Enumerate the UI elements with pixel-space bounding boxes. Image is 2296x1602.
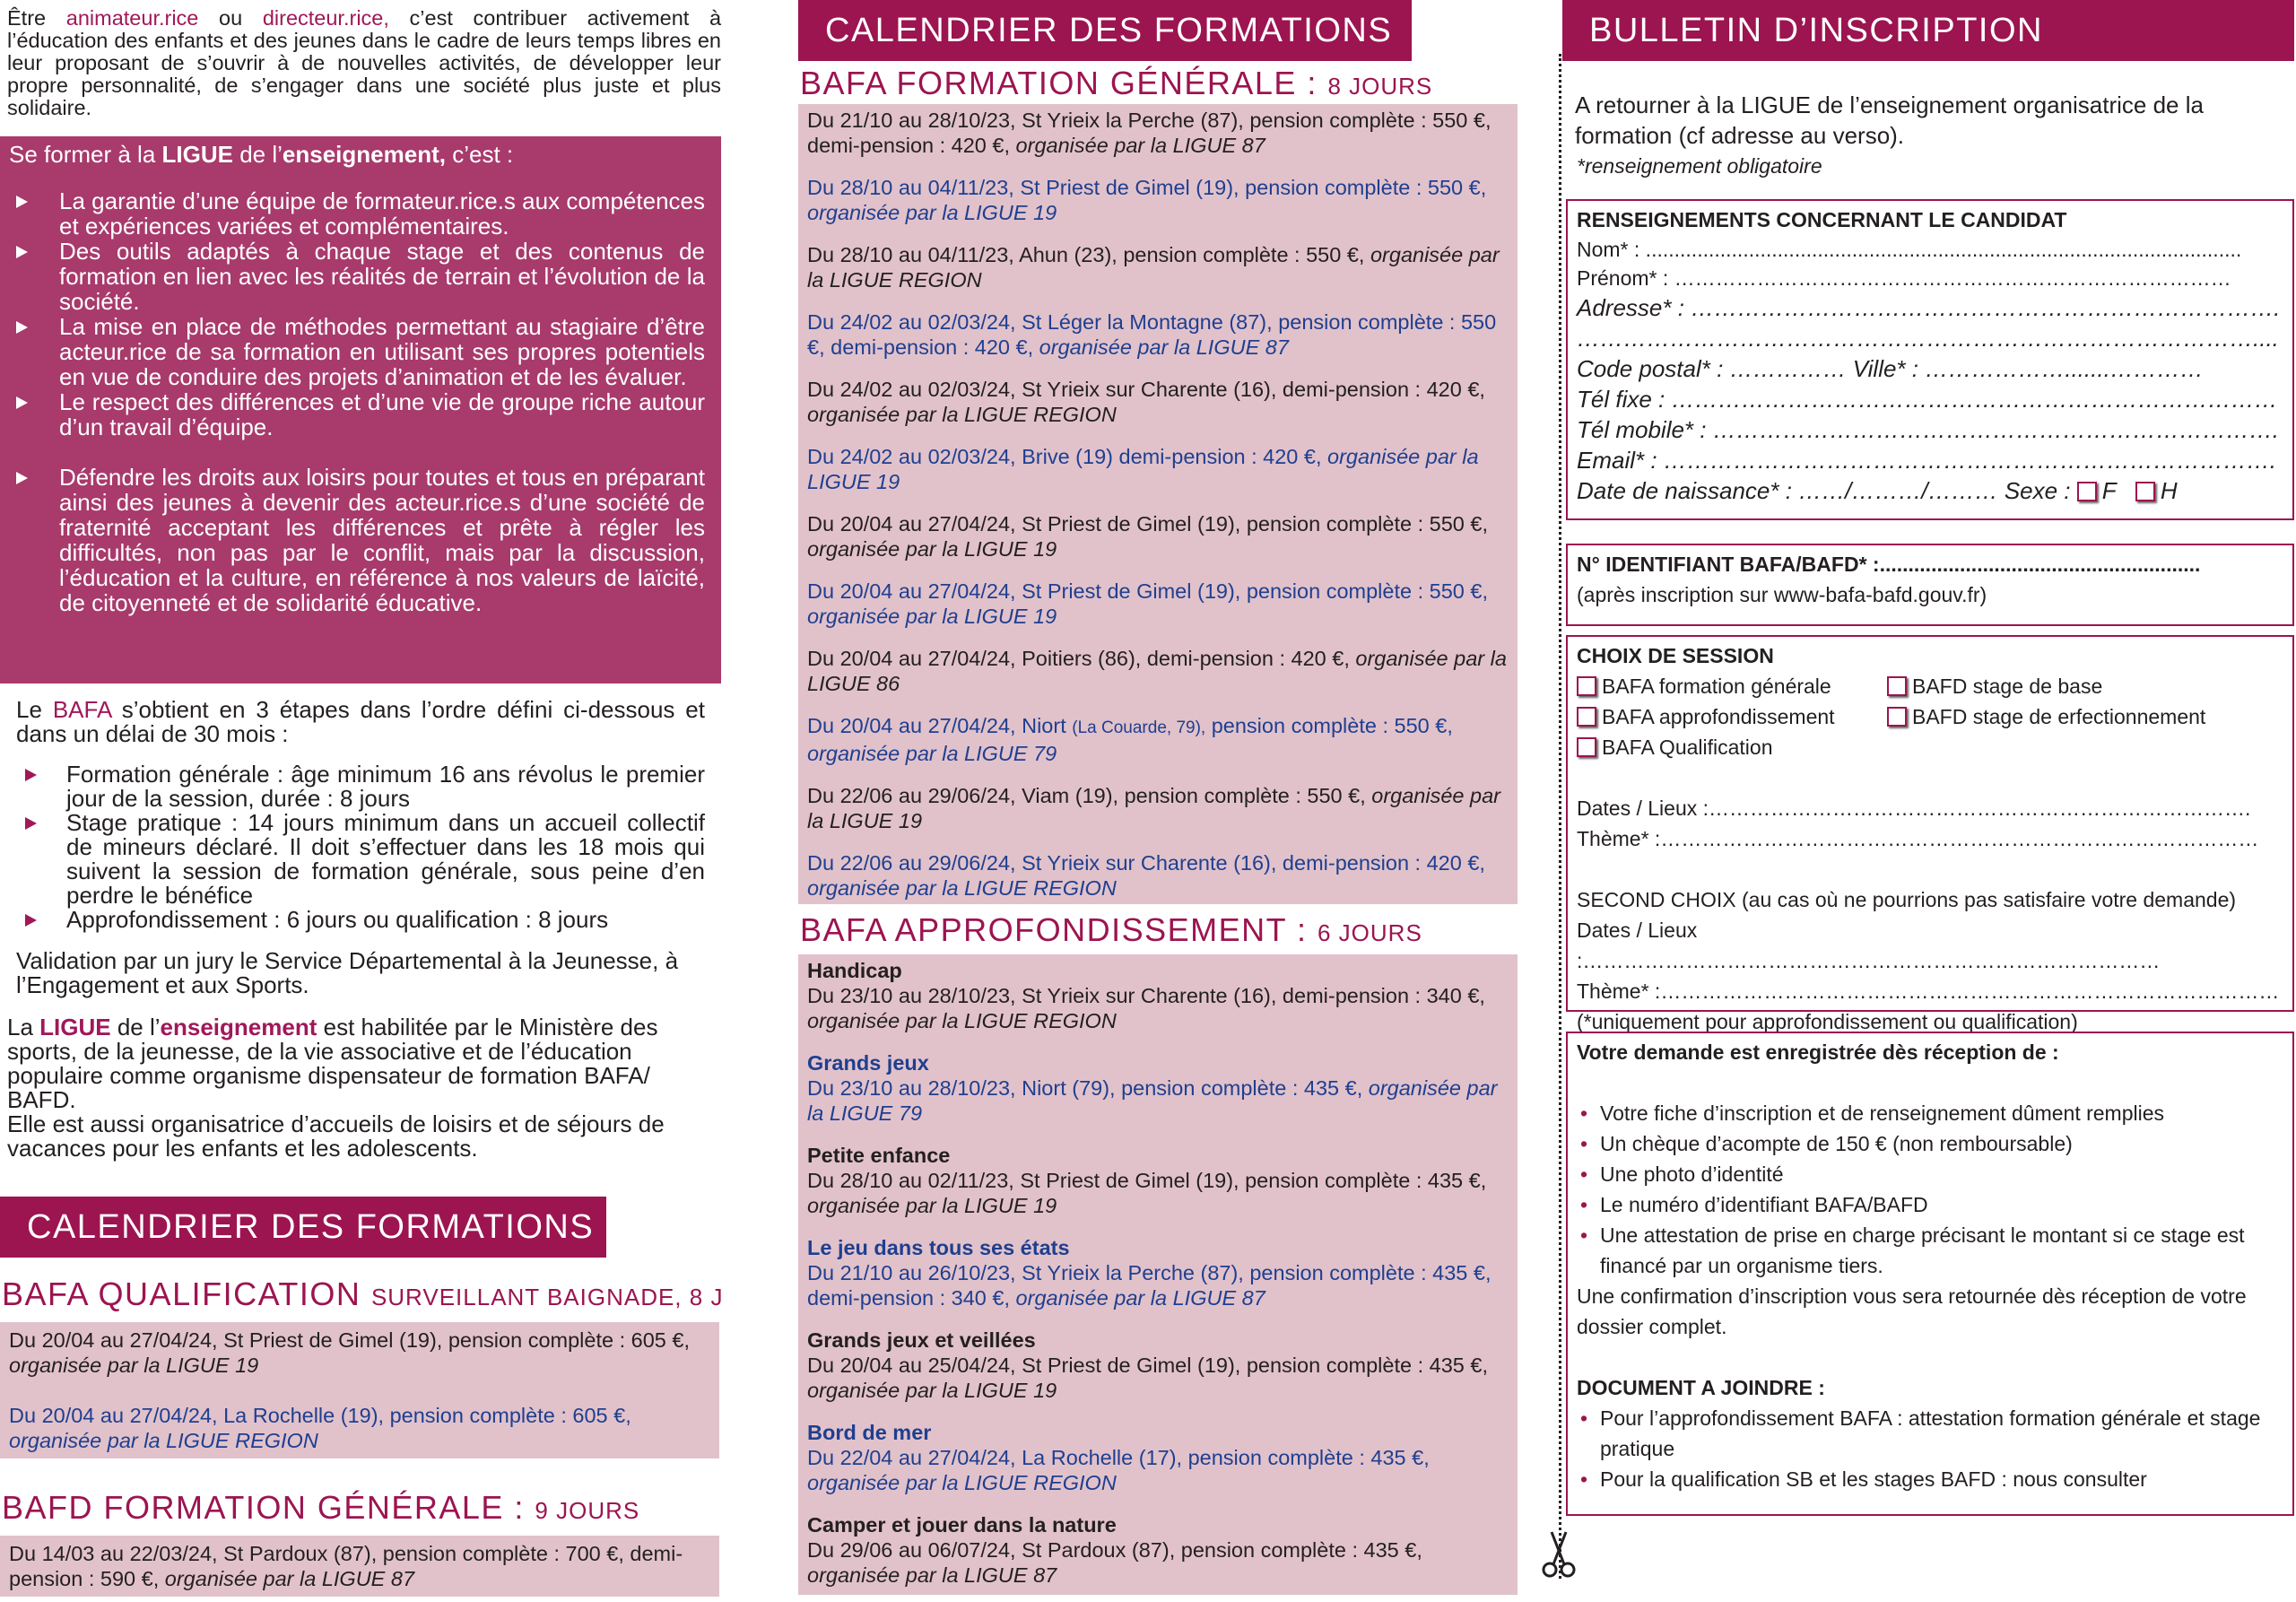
document-item: • Pour la qualification SB et les stages BAFD : nous consulter <box>1580 1467 2147 1491</box>
session-entry: Bord de mer Du 22/04 au 27/04/24, La Rochelle (17), pension complète : 435 €, organisée par la LIGUE REGION <box>807 1421 1430 1494</box>
checkbox-icon[interactable] <box>2077 482 2097 501</box>
bafa-step: Stage pratique : 14 jours minimum dans un accueil collectif de mineurs déclaré. Il doit s’effectuer dans les 18 mois qui suivent la session de formation générale, sous peine d’en perdre le bénéfice <box>16 811 705 908</box>
session-entry: Du 20/04 au 27/04/24, St Priest de Gimel (19), pension complète : 550 €, organisée par la LIGUE 19 <box>807 512 1488 561</box>
session-entry: Du 28/10 au 04/11/23, St Priest de Gimel (19), pension complète : 550 €, organisée par la LIGUE 19 <box>807 176 1487 224</box>
session-entry: Camper et jouer dans la nature Du 29/06 au 06/07/24, St Pardoux (87), pension complète : 435 €, organisée par la LIGUE 87 <box>807 1513 1422 1587</box>
cut-line <box>1559 54 1561 1579</box>
session-entry: Du 20/04 au 27/04/24, St Priest de Gimel (19), pension complète : 605 €, organisée par la LIGUE 19 <box>9 1328 690 1377</box>
checkbox-icon[interactable] <box>1887 707 1907 727</box>
option-bafa-generale[interactable]: BAFA formation générale <box>1577 671 1887 701</box>
bafd-title: BAFD FORMATION GÉNÉRALE : 9 JOURS <box>2 1489 640 1526</box>
benefit-item: Des outils adaptés à chaque stage et des contenus de formation en lien avec les réalités de terrain et l’évolution de la société. <box>9 239 705 314</box>
session-title: CHOIX DE SESSION <box>1577 644 1774 667</box>
requirement-item: • Une photo d’identité <box>1580 1162 1784 1186</box>
session-entry: Du 24/02 au 02/03/24, St Léger la Montagne (87), pension complète : 550 €, demi-pension : 420 €, organisée par la LIGUE 87 <box>807 310 1497 359</box>
field-adresse[interactable]: Adresse* : …………………………………………………………………. <box>1577 294 2281 321</box>
bulletin-intro: A retourner à la LIGUE de l’enseignement organisatrice de la formation (cf adresse au verso). <box>1575 91 2204 149</box>
field-theme[interactable]: Thème* :…………………………………………………………………………… <box>1577 827 2259 850</box>
general-title: BAFA FORMATION GÉNÉRALE : 8 JOURS <box>800 65 1433 101</box>
field-email[interactable]: Email* : ……………………………………………………………………. <box>1577 447 2277 474</box>
bafa-step: Approfondissement : 6 jours ou qualification : 8 jours <box>16 908 705 932</box>
identifiant-note: (après inscription sur www-bafa-bafd.gouv.fr) <box>1577 583 1987 606</box>
validation-text: Validation par un jury le Service Départemental à la Jeunesse, à l’Engagement et aux Sports. <box>16 947 679 998</box>
session-entry: Du 22/06 au 29/06/24, St Yrieix sur Charente (16), demi-pension : 420 €, organisée par la LIGUE REGION <box>807 851 1485 900</box>
scissors-icon <box>1541 1528 1577 1579</box>
requirement-item: • Votre fiche d’inscription et de renseignement dûment remplies <box>1580 1101 2165 1125</box>
field-tel-fixe[interactable]: Tél fixe : …………………………………………………………………… <box>1577 386 2278 413</box>
second-choice-label: SECOND CHOIX (au cas où ne pourrions pas satisfaire votre demande) <box>1577 888 2237 911</box>
option-bafa-appro[interactable]: BAFA approfondissement <box>1577 701 1887 732</box>
requirement-item: • Une attestation de prise en charge précisant le montant si ce stage est financé par un organisme tiers. <box>1580 1223 2245 1277</box>
checkbox-icon[interactable] <box>1577 707 1596 727</box>
general-box <box>798 104 1518 904</box>
session-entry: Du 22/06 au 29/06/24, Viam (19), pension complète : 550 €, organisée par la LIGUE 19 <box>807 784 1500 832</box>
checkbox-icon[interactable] <box>2135 482 2155 501</box>
option-bafa-qualif[interactable]: BAFA Qualification <box>1577 732 1887 762</box>
session-entry: Grands jeux Du 23/10 au 28/10/23, Niort (79), pension complète : 435 €, organisée par la LIGUE 79 <box>807 1051 1498 1125</box>
bafd-box <box>0 1536 719 1597</box>
calendar-header-middle: CALENDRIER DES FORMATIONS <box>798 0 1412 61</box>
bafa-steps <box>16 698 705 932</box>
session-entry: Du 20/04 au 27/04/24, Poitiers (86), demi-pension : 420 €, organisée par la LIGUE 86 <box>807 647 1507 695</box>
benefits-lead: Se former à la LIGUE de l’enseignement, c’est : <box>9 141 514 168</box>
benefit-item: La mise en place de méthodes permettant au stagiaire d’être acteur.rice de sa formation en utilisant ses propres potentiels en vue de conduire des projets d’animation et de les évaluer. <box>9 314 705 389</box>
field-code-postal-ville[interactable]: Code postal* : …………… Ville* : ……………….......………… <box>1577 355 2204 382</box>
field-theme-2[interactable]: Thème* :……………………………………………………………………………… <box>1577 979 2280 1003</box>
demande-title: Votre demande est enregistrée dès réception de : <box>1577 1040 2059 1064</box>
session-entry: Du 20/04 au 27/04/24, La Rochelle (19), pension complète : 605 €, organisée par la LIGUE REGION <box>9 1404 631 1452</box>
field-dates-lieux[interactable]: Dates / Lieux :……………………………………………………………………. <box>1577 797 2251 820</box>
qualif-box <box>0 1322 719 1458</box>
field-date-naissance[interactable]: Date de naissance* : ……/………/……… Sexe : F H <box>1577 477 2178 504</box>
keyword-directeur: directeur.rice, <box>262 6 389 30</box>
ligue-info: La LIGUE de l’enseignement est habilitée par le Ministère des sports, de la jeunesse, de la vie associative et de l’éducation populaire comme organisme dispensateur de formation BAFA/ BAFD. Elle est aussi organisatrice d’accueils de loisirs et de séjours de vacances pour les enfants et les adolescents. <box>7 1014 665 1162</box>
session-entry: Du 28/10 au 04/11/23, Ahun (23), pension complète : 550 €, organisée par la LIGUE REGION <box>807 243 1500 292</box>
session-entry: Du 20/04 au 27/04/24, St Priest de Gimel (19), pension complète : 550 €, organisée par la LIGUE 19 <box>807 579 1488 628</box>
session-box <box>1566 635 2294 1033</box>
theme-note: (*uniquement pour approfondissement ou qualification) <box>1577 1010 2078 1033</box>
confirmation-note: Une confirmation d’inscription vous sera retournée dès réception de votre dossier complet. <box>1577 1284 2247 1338</box>
checkbox-icon[interactable] <box>1577 737 1596 757</box>
bafa-steps-lead: Le BAFA s’obtient en 3 étapes dans l’ordre défini ci-dessous et dans un délai de 30 mois : <box>16 696 705 747</box>
bafa-step: Formation générale : âge minimum 16 ans révolus le premier jour de la session, durée : 8 jours <box>16 762 705 811</box>
checkbox-icon[interactable] <box>1577 676 1596 696</box>
field-prenom[interactable]: Prénom* : ……………………………………………………………………… <box>1577 266 2231 290</box>
checkbox-icon[interactable] <box>1887 676 1907 696</box>
field-dates-lieux-2[interactable]: Dates / Lieux :………………………………………………………………………… <box>1577 919 2161 972</box>
bulletin-header: BULLETIN D’INSCRIPTION <box>1562 0 2294 61</box>
appro-title: BAFA APPROFONDISSEMENT : 6 JOURS <box>800 911 1422 948</box>
session-entry: Petite enfance Du 28/10 au 02/11/23, St Priest de Gimel (19), pension complète : 435 €, organisée par la LIGUE 19 <box>807 1144 1487 1217</box>
requirement-item: • Le numéro d’identifiant BAFA/BAFD <box>1580 1193 1928 1216</box>
identifiant-box <box>1566 544 2294 626</box>
document-item: • Pour l’approfondissement BAFA : attestation formation générale et stage pratique <box>1580 1406 2261 1460</box>
benefit-item: La garantie d’une équipe de formateur.rice.s aux compétences et expériences variées et complémentaires. <box>9 188 705 239</box>
demande-box <box>1566 1032 2294 1516</box>
field-identifiant[interactable]: N° IDENTIFIANT BAFA/BAFD* :........................................................ <box>1577 553 2201 576</box>
appro-box <box>798 954 1518 1595</box>
field-tel-mobile[interactable]: Tél mobile* : ………………………………………………………………. <box>1577 416 2279 443</box>
benefit-item: Défendre les droits aux loisirs pour toutes et tous en préparant ainsi des jeunes à devenir des acteur.rice.s d’une société de fraternité acceptant les différences et prête à régler les difficultés, non pas par le conflit, mais par la discussion, l’éducation et la culture, en référence à nos valeurs de laïcité, de citoyenneté et de solidarité éducative. <box>9 465 705 615</box>
training-benefits-box <box>0 136 721 683</box>
field-nom[interactable]: Nom* : ........................................................................................................ <box>1577 238 2242 261</box>
benefit-item: Le respect des différences et d’une vie de groupe riche autour d’un travail d’équipe. <box>9 389 705 440</box>
option-bafd-base[interactable]: BAFD stage de base <box>1887 671 2205 701</box>
session-entry: Du 21/10 au 28/10/23, St Yrieix la Perche (87), pension complète : 550 €, demi-pension : 420 €, organisée par la LIGUE 87 <box>807 109 1492 157</box>
session-entry: Du 20/04 au 27/04/24, Niort (La Couarde, 79), pension complète : 550 €, organisée par la LIGUE 79 <box>807 714 1453 765</box>
session-entry: Handicap Du 23/10 au 28/10/23, St Yrieix sur Charente (16), demi-pension : 340 €, organisée par la LIGUE REGION <box>807 959 1485 1032</box>
session-entry: Du 14/03 au 22/03/24, St Pardoux (87), pension complète : 700 €, demi-pension : 590 €, organisée par la LIGUE 87 <box>9 1542 683 1590</box>
candidate-title: RENSEIGNEMENTS CONCERNANT LE CANDIDAT <box>1577 208 2067 231</box>
candidate-box <box>1566 199 2294 520</box>
qualif-title: BAFA QUALIFICATION SURVEILLANT BAIGNADE, 8 J <box>2 1276 724 1312</box>
field-adresse-2[interactable]: …………………………………………………………………………….... <box>1577 325 2279 352</box>
session-entry: Le jeu dans tous ses états Du 21/10 au 26/10/23, St Yrieix la Perche (87), pension complète : 435 €, demi-pension : 340 €, organisée par la LIGUE 87 <box>807 1236 1492 1310</box>
option-bafd-perf[interactable]: BAFD stage de erfectionnement <box>1887 701 2205 732</box>
session-entry: Du 24/02 au 02/03/24, Brive (19) demi-pension : 420 €, organisée par la LIGUE 19 <box>807 445 1479 493</box>
intro-paragraph: Être animateur.rice ou directeur.rice, c’est contribuer activement à l’éducation des enfants et des jeunes dans le cadre de leurs temps libres en leur proposant de s’ouvrir à de nouvelles activités, de développer leur propre personnalité, de s’engager dans une société plus juste et plus solidaire. <box>7 6 722 119</box>
requirement-item: • Un chèque d’acompte de 150 € (non remboursable) <box>1580 1132 2073 1155</box>
session-entry: Du 24/02 au 02/03/24, St Yrieix sur Charente (16), demi-pension : 420 €, organisée par la LIGUE REGION <box>807 378 1485 426</box>
session-entry: Grands jeux et veillées Du 20/04 au 25/04/24, St Priest de Gimel (19), pension complète : 435 €, organisée par la LIGUE 19 <box>807 1328 1488 1402</box>
calendar-header-left: CALENDRIER DES FORMATIONS <box>0 1197 606 1258</box>
mandatory-note: *renseignement obligatoire <box>1577 154 1822 178</box>
documents-title: DOCUMENT A JOINDRE : <box>1577 1376 1825 1399</box>
keyword-animateur: animateur.rice <box>65 6 199 30</box>
